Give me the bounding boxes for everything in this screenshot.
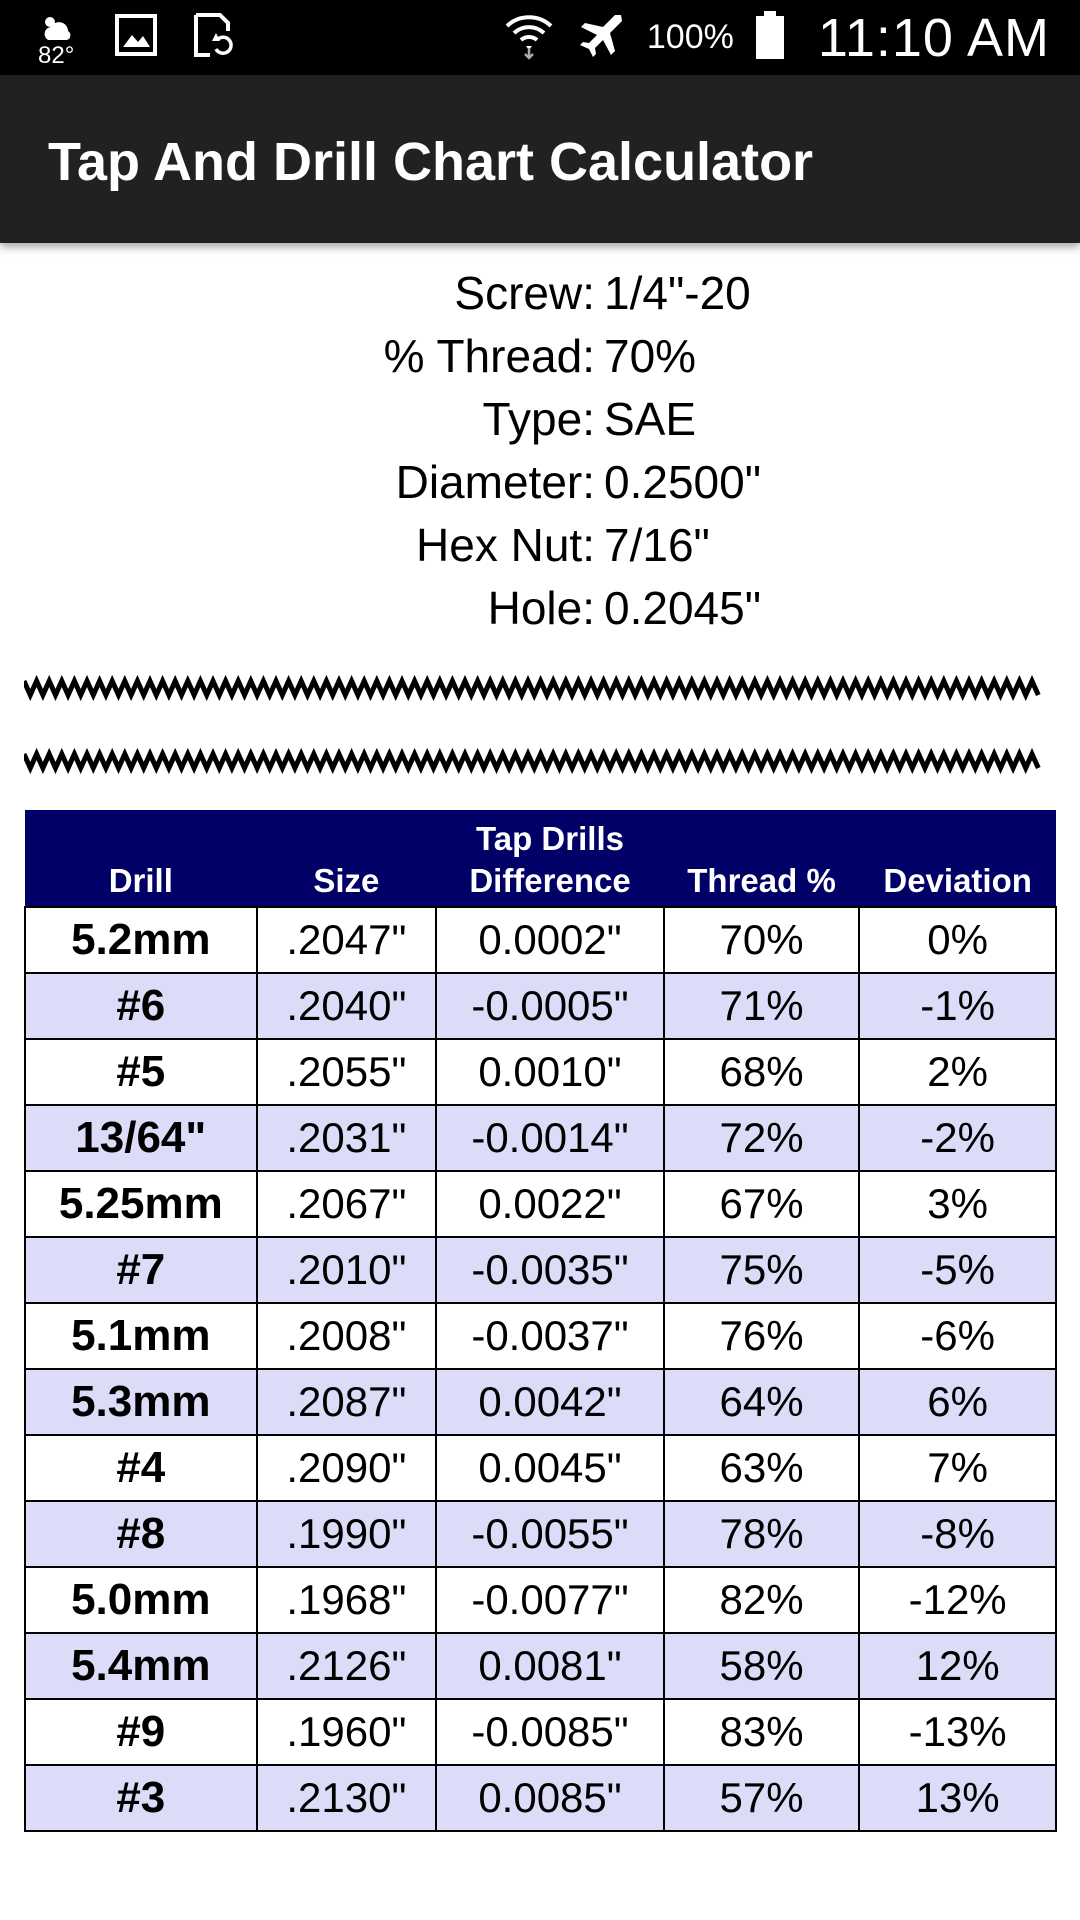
cell-drill: #3	[25, 1765, 257, 1831]
cell-difference: -0.0037"	[436, 1303, 664, 1369]
diameter-label: Diameter:	[395, 456, 595, 508]
cell-deviation: 0%	[859, 907, 1056, 973]
cell-size: .2130"	[257, 1765, 437, 1831]
cell-deviation: 13%	[859, 1765, 1056, 1831]
table-row[interactable]	[25, 1567, 1056, 1633]
weather-icon	[34, 8, 80, 68]
cell-drill: #9	[25, 1699, 257, 1765]
col-header-difference	[436, 810, 664, 907]
airplane-icon	[577, 11, 625, 64]
cell-difference: 0.0085"	[436, 1765, 664, 1831]
col-header-thread-percent: Thread %	[687, 862, 836, 899]
cell-difference: -0.0085"	[436, 1699, 664, 1765]
cell-deviation: 6%	[859, 1369, 1056, 1435]
battery-icon	[756, 11, 784, 64]
cell-thread-percent: 76%	[664, 1303, 859, 1369]
cell-size: .2008"	[257, 1303, 437, 1369]
table-header-row	[25, 810, 1056, 907]
image-icon	[114, 13, 158, 62]
cell-drill: 5.2mm	[25, 907, 257, 973]
info-row-hole	[0, 581, 1080, 643]
cell-thread-percent: 67%	[664, 1171, 859, 1237]
cell-drill: 5.0mm	[25, 1567, 257, 1633]
table-title: Tap Drills	[476, 820, 624, 857]
table-row[interactable]	[25, 1435, 1056, 1501]
cell-size: .2047"	[257, 907, 437, 973]
table-row[interactable]	[25, 1633, 1056, 1699]
cell-size: .2090"	[257, 1435, 437, 1501]
cell-drill: 5.4mm	[25, 1633, 257, 1699]
cell-size: .2126"	[257, 1633, 437, 1699]
cell-deviation: -12%	[859, 1567, 1056, 1633]
thread-zigzag-top	[24, 675, 1044, 701]
cell-deviation: 12%	[859, 1633, 1056, 1699]
cell-deviation: -2%	[859, 1105, 1056, 1171]
cell-difference: 0.0022"	[436, 1171, 664, 1237]
col-header-size: Size	[313, 862, 380, 899]
cell-thread-percent: 57%	[664, 1765, 859, 1831]
cell-thread-percent: 83%	[664, 1699, 859, 1765]
hex-nut-value: 7/16"	[604, 519, 710, 571]
table-row[interactable]	[25, 907, 1056, 973]
cell-size: .1968"	[257, 1567, 437, 1633]
type-label: Type:	[482, 393, 595, 445]
col-header-deviation: Deviation	[883, 862, 1032, 899]
table-row[interactable]	[25, 1501, 1056, 1567]
cell-deviation: -1%	[859, 973, 1056, 1039]
status-bar-left	[34, 0, 236, 75]
cell-drill: 5.25mm	[25, 1171, 257, 1237]
table-row[interactable]	[25, 1699, 1056, 1765]
table-row[interactable]	[25, 1765, 1056, 1831]
table-row[interactable]	[25, 1105, 1056, 1171]
info-row-hex-nut	[0, 518, 1080, 580]
cell-difference: -0.0077"	[436, 1567, 664, 1633]
screw-label: Screw:	[454, 267, 595, 319]
table-row[interactable]	[25, 1039, 1056, 1105]
cell-thread-percent: 71%	[664, 973, 859, 1039]
cell-size: .2010"	[257, 1237, 437, 1303]
cell-deviation: 2%	[859, 1039, 1056, 1105]
cell-difference: 0.0045"	[436, 1435, 664, 1501]
wifi-icon	[503, 10, 555, 65]
sync-icon	[192, 11, 236, 64]
app-title: Tap And Drill Chart Calculator	[48, 132, 814, 192]
cell-drill: 5.3mm	[25, 1369, 257, 1435]
col-header-drill: Drill	[108, 862, 173, 899]
status-bar	[0, 0, 1080, 75]
cell-deviation: -6%	[859, 1303, 1056, 1369]
cell-difference: -0.0035"	[436, 1237, 664, 1303]
hex-nut-label: Hex Nut:	[416, 519, 595, 571]
thread-label: % Thread:	[383, 330, 595, 382]
cell-drill: #8	[25, 1501, 257, 1567]
table-row[interactable]	[25, 1237, 1056, 1303]
app-bar	[0, 75, 1080, 243]
clock: 11:10 AM	[817, 7, 1050, 68]
status-bar-right	[503, 0, 1050, 75]
thread-value: 70%	[604, 330, 697, 382]
cell-thread-percent: 58%	[664, 1633, 859, 1699]
cell-deviation: 3%	[859, 1171, 1056, 1237]
cell-thread-percent: 82%	[664, 1567, 859, 1633]
cell-deviation: 7%	[859, 1435, 1056, 1501]
cell-size: .2040"	[257, 973, 437, 1039]
info-row-thread	[0, 329, 1080, 391]
cell-drill: #7	[25, 1237, 257, 1303]
cell-size: .2031"	[257, 1105, 437, 1171]
cell-size: .2055"	[257, 1039, 437, 1105]
cell-drill: #4	[25, 1435, 257, 1501]
tap-drills-table	[24, 810, 1057, 1832]
cell-thread-percent: 70%	[664, 907, 859, 973]
type-value: SAE	[604, 393, 697, 445]
cell-size: .1960"	[257, 1699, 437, 1765]
table-row[interactable]	[25, 973, 1056, 1039]
cell-difference: 0.0042"	[436, 1369, 664, 1435]
cell-size: .2087"	[257, 1369, 437, 1435]
cell-deviation: -13%	[859, 1699, 1056, 1765]
cell-thread-percent: 68%	[664, 1039, 859, 1105]
cell-size: .2067"	[257, 1171, 437, 1237]
cell-difference: -0.0055"	[436, 1501, 664, 1567]
table-row[interactable]	[25, 1369, 1056, 1435]
cell-difference: 0.0010"	[436, 1039, 664, 1105]
cell-thread-percent: 75%	[664, 1237, 859, 1303]
cell-size: .1990"	[257, 1501, 437, 1567]
cell-thread-percent: 78%	[664, 1501, 859, 1567]
cell-difference: -0.0005"	[436, 973, 664, 1039]
table-row[interactable]	[25, 1171, 1056, 1237]
cell-deviation: -5%	[859, 1237, 1056, 1303]
cell-difference: -0.0014"	[436, 1105, 664, 1171]
cell-drill: 13/64"	[25, 1105, 257, 1171]
cell-difference: 0.0002"	[436, 907, 664, 973]
cell-drill: 5.1mm	[25, 1303, 257, 1369]
cell-deviation: -8%	[859, 1501, 1056, 1567]
col-header-difference-label: Difference	[469, 862, 631, 899]
thread-zigzag-bottom	[24, 748, 1044, 774]
hole-label: Hole:	[487, 582, 595, 634]
cell-thread-percent: 72%	[664, 1105, 859, 1171]
screw-value: 1/4"-20	[604, 267, 751, 319]
cell-thread-percent: 64%	[664, 1369, 859, 1435]
battery-percent: 100%	[646, 18, 734, 56]
hole-value: 0.2045"	[604, 582, 762, 634]
table-row[interactable]	[25, 1303, 1056, 1369]
info-row-type	[0, 392, 1080, 454]
diameter-value: 0.2500"	[604, 456, 762, 508]
cell-drill: #5	[25, 1039, 257, 1105]
temperature-text: 82°	[38, 41, 75, 69]
cell-thread-percent: 63%	[664, 1435, 859, 1501]
cell-drill: #6	[25, 973, 257, 1039]
info-row-screw	[0, 266, 1080, 328]
info-row-diameter	[0, 455, 1080, 517]
cell-difference: 0.0081"	[436, 1633, 664, 1699]
